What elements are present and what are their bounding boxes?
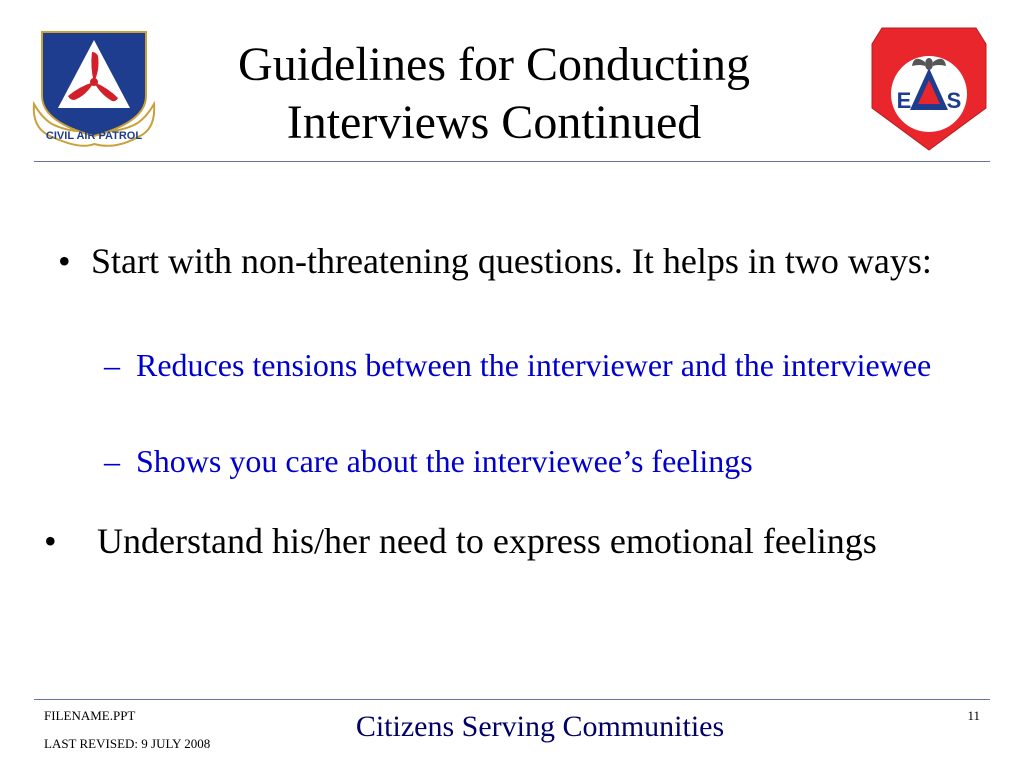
sub-bullet-marker: –	[104, 443, 120, 479]
badge-letter-e: E	[896, 88, 912, 113]
seal-lettering: CIVIL AIR PATROL	[45, 130, 143, 142]
sub-bullet-text: Shows you care about the interviewee’s feelings	[136, 443, 753, 479]
sub-bullet-item-2	[104, 440, 964, 482]
sub-bullet-text: Reduces tensions between the interviewer and the interviewee	[136, 347, 932, 383]
slide-title	[160, 36, 828, 152]
footer-filename: FILENAME.PPT	[44, 708, 136, 723]
emergency-services-badge-icon	[868, 24, 990, 152]
sub-bullet-item-1	[104, 344, 964, 386]
bullet-text: Understand his/her need to express emotional feelings	[97, 521, 877, 561]
bullet-item-1	[58, 238, 978, 284]
slide-number: 11	[967, 708, 980, 723]
footer-tagline: Citizens Serving Communities	[355, 710, 725, 743]
title-divider	[34, 161, 990, 162]
bullet-text: Start with non-threatening questions. It helps in two ways:	[91, 241, 932, 281]
bullet-marker: •	[58, 241, 71, 281]
footer-divider	[34, 699, 990, 700]
bullet-item-2	[44, 514, 964, 568]
badge-letter-s: S	[946, 88, 962, 113]
footer-last-revised: LAST REVISED: 9 JULY 2008	[44, 736, 211, 751]
title-line-1: Guidelines for Conducting	[238, 38, 750, 91]
sub-bullet-marker: –	[104, 347, 120, 383]
title-line-2: Interviews Continued	[286, 96, 702, 149]
bullet-marker: •	[44, 521, 57, 561]
civil-air-patrol-seal-icon	[28, 26, 160, 150]
